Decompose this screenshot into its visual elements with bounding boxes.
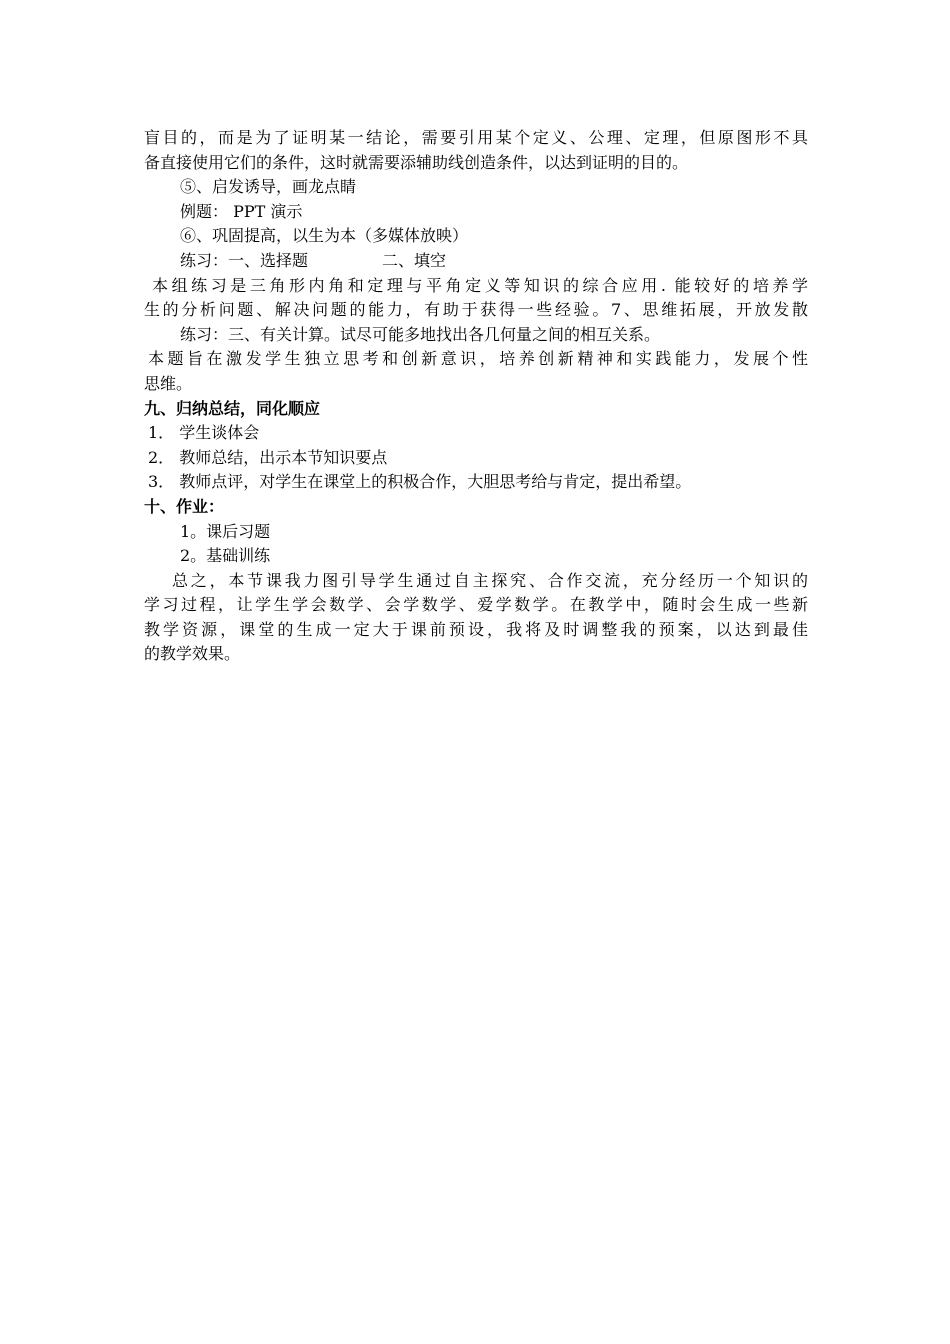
paragraph-line: 学习过程，让学生学会数学、会学数学、爱学数学。在教学中，随时会生成一些新 <box>144 595 808 615</box>
list-item: 1。课后习题 <box>180 521 271 541</box>
paragraph-line: 本组练习是三角形内角和定理与平角定义等知识的综合应用. 能较好的培养学 <box>152 275 808 295</box>
section-10-heading: 十、作业： <box>144 496 225 516</box>
practice-line <box>144 249 808 274</box>
list-item: 2。基础训练 <box>180 546 271 566</box>
list-item: 3． 教师点评，对学生在课堂上的积极合作，大胆思考给与肯定，提出希望。 <box>148 472 692 492</box>
section-9-heading: 九、归纳总结，同化顺应 <box>144 398 321 418</box>
paragraph-line: 备直接使用它们的条件，这时就需要添辅助线创造条件，以达到证明的目的。 <box>144 152 689 172</box>
paragraph-line: 本题旨在激发学生独立思考和创新意识，培养创新精神和实践能力，发展个性 <box>148 349 808 369</box>
paragraph-line: 盲目的，而是为了证明某一结论，需要引用某个定义、公理、定理，但原图形不具 <box>144 128 808 147</box>
paragraph-line: 生的分析问题、解决问题的能力，有助于获得一些经验。7、思维拓展，开放发散 <box>144 300 808 320</box>
paragraph-line: 教学资源，课堂的生成一定大于课前预设，我将及时调整我的预案，以达到最佳 <box>144 619 808 639</box>
step-6-heading: ⑥、巩固提高，以生为本（多媒体放映） <box>180 226 469 246</box>
list-item: 2． 教师总结，出示本节知识要点 <box>148 447 388 467</box>
list-item: 1． 学生谈体会 <box>148 423 260 443</box>
example-line: 例题： PPT 演示 <box>180 201 303 221</box>
document-body <box>144 126 808 667</box>
step-5-heading: ⑤、启发诱导，画龙点睛 <box>180 177 357 197</box>
practice-choice: 练习：一、选择题 <box>180 250 309 270</box>
paragraph-line: 总之，本节课我力图引导学生通过自主探究、合作交流，充分经历一个知识的 <box>172 570 808 590</box>
practice-fill: 二、填空 <box>382 250 447 270</box>
paragraph-line: 思维。 <box>144 373 193 393</box>
paragraph-line: 的教学效果。 <box>144 644 241 664</box>
practice-calc-line: 练习：三、有关计算。试尽可能多地找出各几何量之间的相互关系。 <box>180 324 661 344</box>
